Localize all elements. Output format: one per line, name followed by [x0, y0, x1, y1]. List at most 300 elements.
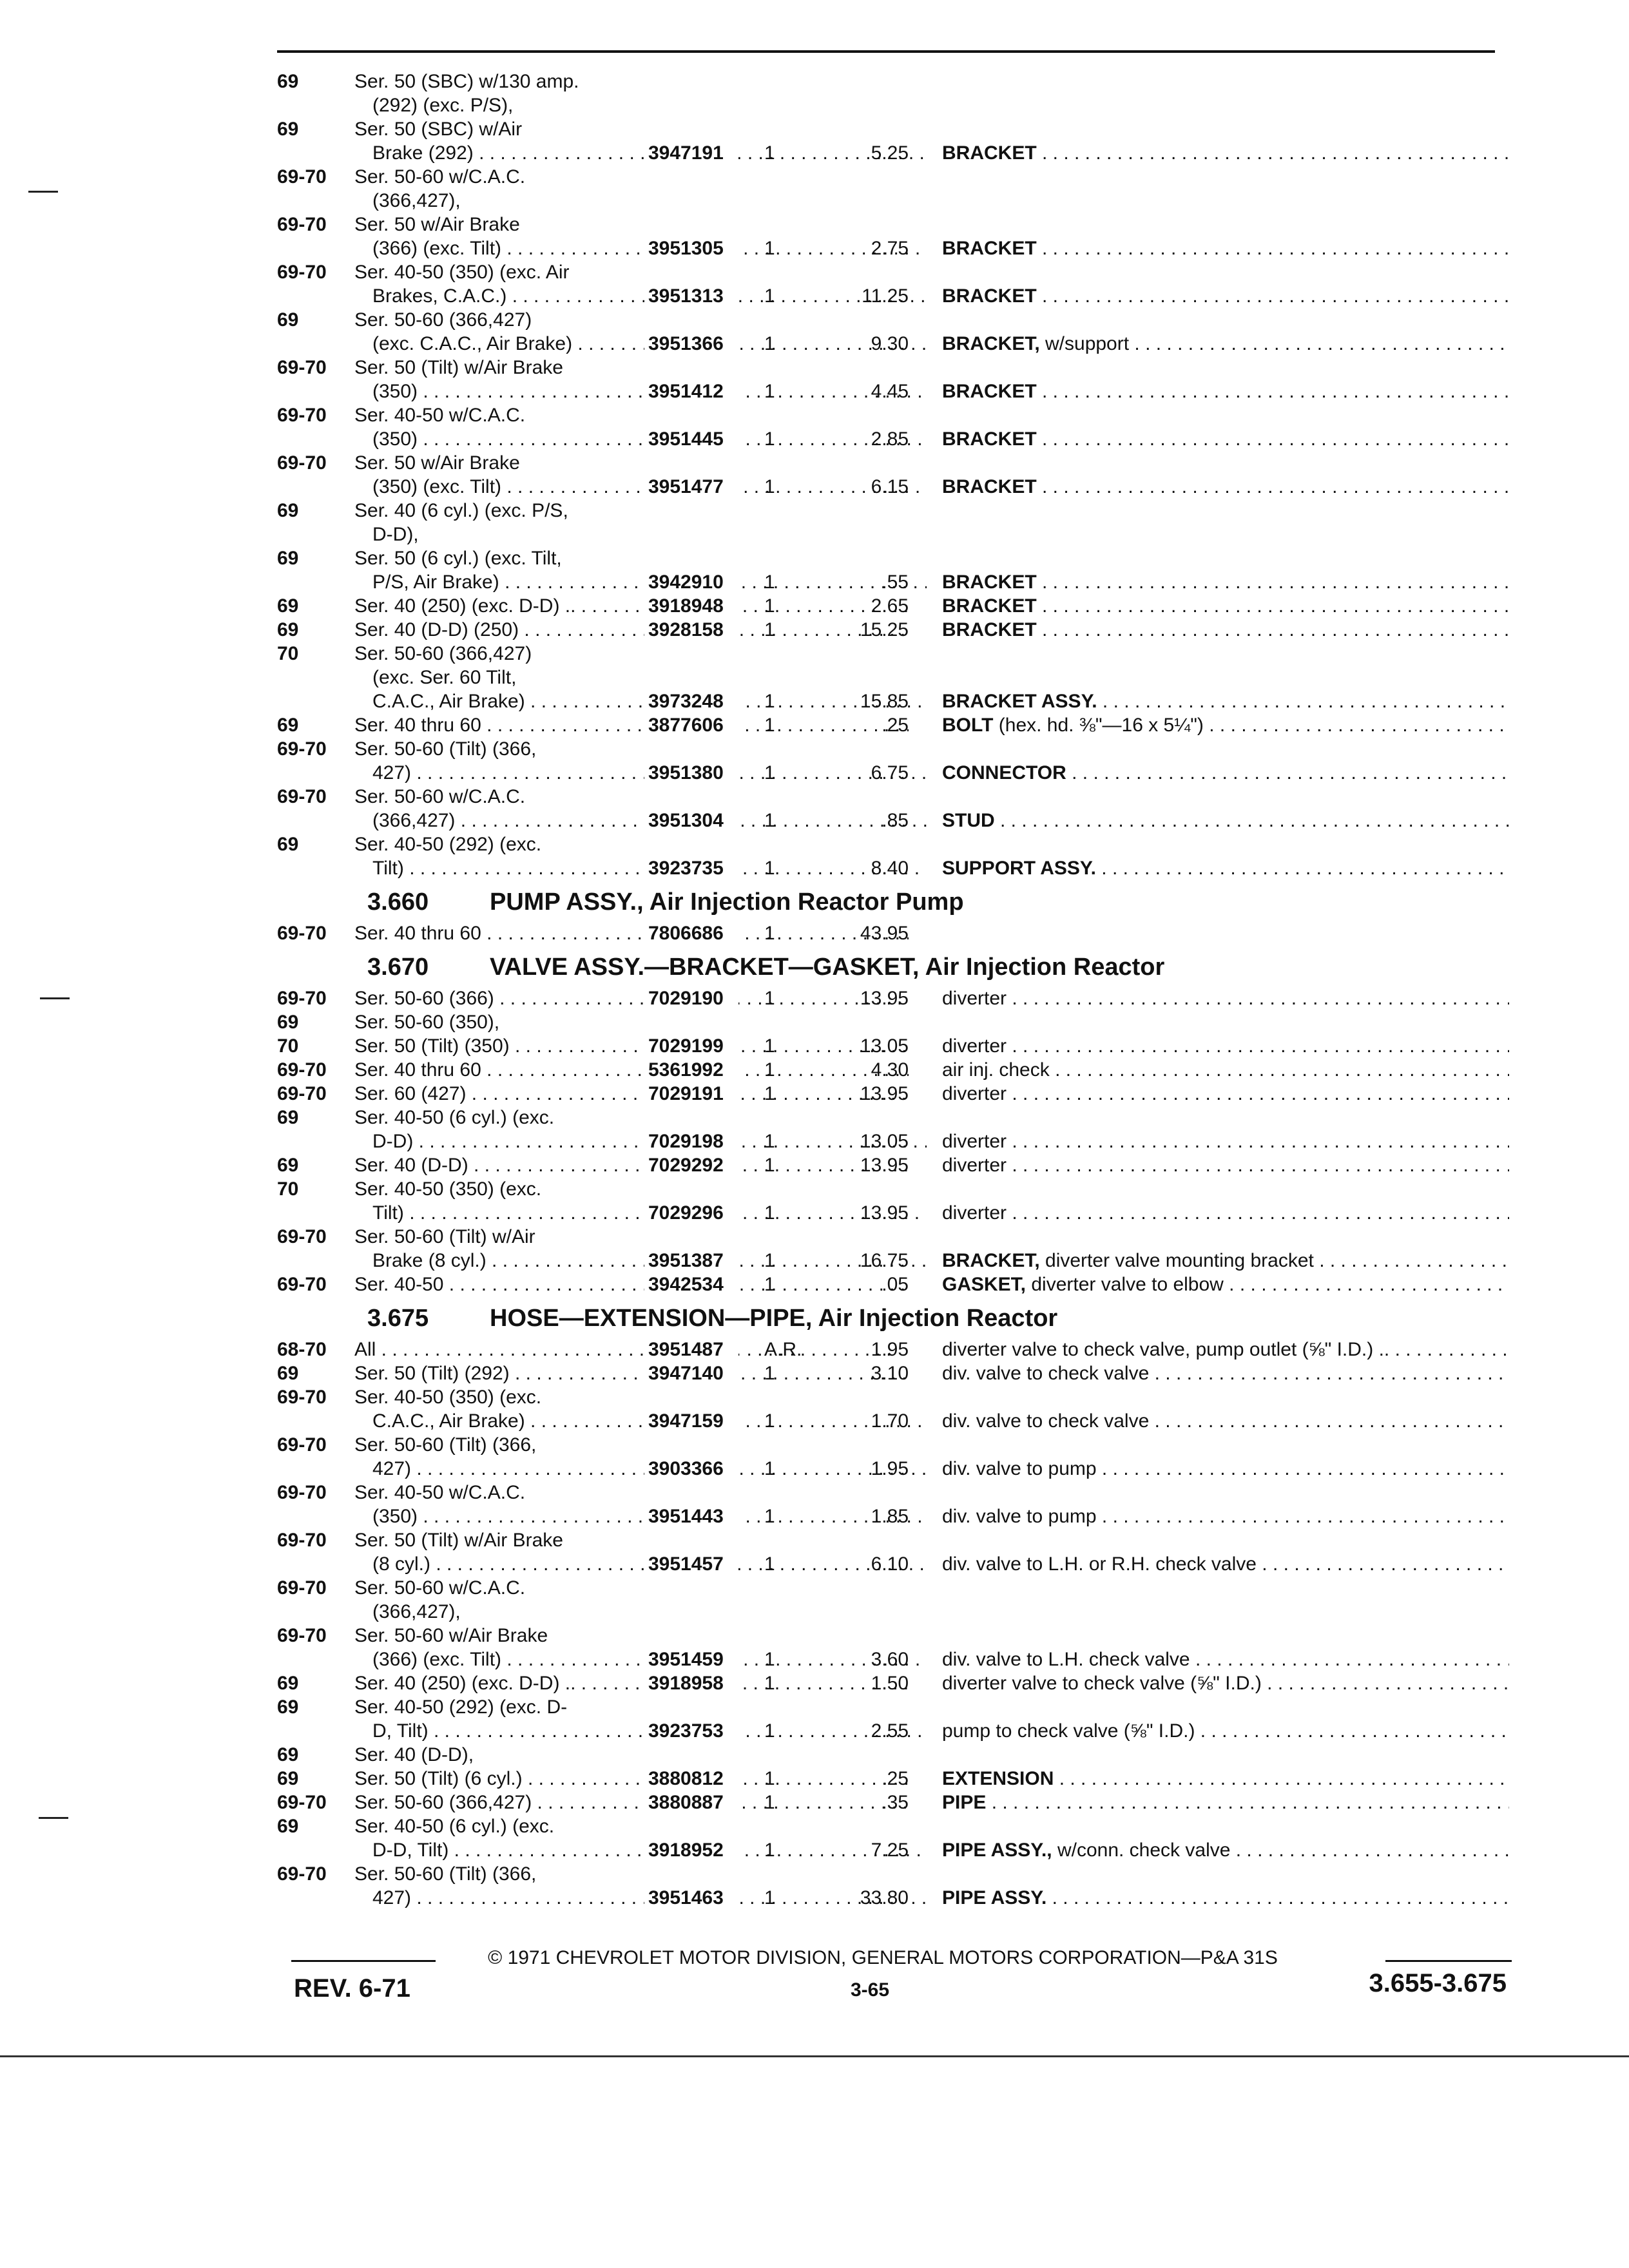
list-item [277, 70, 1514, 93]
part-number: 7029198 [644, 1129, 738, 1153]
part-number: 3973248 [644, 689, 738, 713]
section-3-660-header [277, 883, 1514, 921]
application: (exc. C.A.C., Air Brake) . . . . [372, 332, 927, 356]
quantity: 1 [764, 1083, 775, 1104]
section-number: 3.670 [367, 954, 429, 981]
price: 15.25 [860, 619, 909, 640]
application: Ser. 40-50 (292) (exc. D- [354, 1696, 568, 1718]
application: Ser. 50-60 (Tilt) (366, [354, 738, 537, 760]
quantity: 1 [764, 1768, 775, 1789]
list-item [277, 1010, 1514, 1034]
description [942, 1886, 1509, 1910]
price: 9.30 [871, 333, 909, 354]
price: 4.45 [871, 381, 909, 402]
price: 13.05 [860, 1035, 909, 1057]
part-number: 3951477 [644, 475, 738, 499]
section-title: VALVE ASSY.—BRACKET—GASKET, Air Injection Reactor [490, 954, 1165, 981]
description-title: BRACKET [942, 595, 1037, 617]
part-number: 3951387 [644, 1249, 738, 1273]
application: Ser. 50 (Tilt) (6 cyl.) . . . [354, 1767, 909, 1791]
description-detail: div. valve to L.H. or R.H. check valve [942, 1553, 1257, 1575]
list-item [277, 1576, 1514, 1600]
description-detail: (hex. hd. ⅜"—16 x 5¼") [993, 715, 1204, 736]
list-item [277, 1409, 1514, 1433]
description [942, 1201, 1509, 1225]
list-item [277, 856, 1514, 880]
quantity: 1 [764, 619, 775, 640]
quantity: A.R. [764, 1339, 802, 1360]
quantity: 1 [764, 238, 775, 259]
list-item [277, 1273, 1514, 1296]
description [942, 713, 1509, 737]
parts-listing [277, 70, 1514, 1910]
application: (366,427), [372, 190, 461, 211]
description [942, 1457, 1509, 1481]
application: (366,427) . . . [372, 809, 927, 832]
description-title: BRACKET [942, 572, 1037, 593]
list-item [277, 117, 1514, 141]
list-item [277, 1719, 1514, 1743]
quantity: 1 [764, 715, 775, 736]
model-year: 69-70 [277, 1792, 327, 1813]
quantity: 1 [764, 762, 775, 783]
description [942, 1338, 1509, 1361]
description [942, 1719, 1509, 1743]
application: Brakes, C.A.C.) . . . [372, 284, 927, 308]
list-item [277, 1201, 1514, 1225]
part-number: 7029191 [644, 1082, 738, 1106]
application: D, Tilt) . . . [372, 1719, 927, 1743]
part-number: 7806686 [644, 921, 738, 945]
list-item [277, 1791, 1514, 1814]
list-item [277, 260, 1514, 284]
description [942, 236, 1509, 260]
list-item [277, 499, 1514, 523]
model-year: 69-70 [277, 166, 327, 187]
application: Ser. 50 (Tilt) (292) . . . [354, 1361, 909, 1385]
section-number: 3.675 [367, 1305, 429, 1332]
model-year: 69-70 [277, 1274, 327, 1295]
price: 13.05 [860, 1131, 909, 1152]
application: Ser. 50 (6 cyl.) (exc. Tilt, [354, 548, 562, 569]
model-year: 69-70 [277, 452, 327, 474]
section-number: 3.660 [367, 889, 429, 916]
description-title: BRACKET, [942, 1250, 1040, 1271]
top-rule [277, 50, 1495, 53]
application: Ser. 50 (SBC) w/Air [354, 119, 523, 140]
quantity: 1 [764, 1458, 775, 1479]
model-year: 69 [277, 1363, 299, 1384]
description [942, 689, 1509, 713]
description [942, 1058, 1509, 1082]
description-title: BRACKET ASSY. [942, 691, 1097, 712]
quantity: 1 [764, 988, 775, 1009]
description-detail: diverter valve mounting bracket [1039, 1250, 1314, 1271]
application: Ser. 40 thru 60 . . . [354, 1058, 909, 1082]
quantity: 1 [764, 428, 775, 450]
margin-tick [28, 191, 58, 193]
model-year: 69 [277, 1107, 299, 1128]
description [942, 332, 1509, 356]
description [942, 1361, 1509, 1385]
description-title: SUPPORT ASSY. [942, 858, 1096, 879]
application: Ser. 40 (6 cyl.) (exc. P/S, [354, 500, 568, 521]
description [942, 141, 1509, 165]
description [942, 1504, 1509, 1528]
price: 7.25 [871, 1840, 909, 1861]
model-year: 69 [277, 1696, 299, 1718]
model-year: 69-70 [277, 1059, 327, 1081]
list-item [277, 546, 1514, 570]
application: Ser. 40-50 w/C.A.C. [354, 1482, 526, 1503]
application: Ser. 50-60 w/C.A.C. [354, 786, 526, 807]
part-number: 3880887 [644, 1791, 738, 1814]
model-year: 69-70 [277, 988, 327, 1009]
price: 1.85 [871, 1506, 909, 1527]
list-item [277, 236, 1514, 260]
quantity: 1 [764, 595, 775, 617]
application: Ser. 40-50 (292) (exc. [354, 834, 542, 855]
model-year: 69 [277, 1744, 299, 1765]
quantity: 1 [764, 1363, 775, 1384]
application: D-D), [372, 524, 419, 545]
description-title: BRACKET [942, 428, 1037, 450]
list-item [277, 642, 1514, 666]
list-item [277, 1129, 1514, 1153]
application: P/S, Air Brake) . . . [372, 570, 927, 594]
description-title: BRACKET [942, 285, 1037, 307]
application: Ser. 50 (Tilt) (350) . . . [354, 1034, 909, 1058]
quantity: 1 [764, 1035, 775, 1057]
description-title: BRACKET [942, 142, 1037, 164]
description-detail: diverter [942, 988, 1007, 1009]
quantity: 1 [764, 1506, 775, 1527]
description-title: CONNECTOR [942, 762, 1066, 783]
part-number: 7029292 [644, 1153, 738, 1177]
list-item [277, 427, 1514, 451]
model-year: 69 [277, 1768, 299, 1789]
application: Ser. 50 (Tilt) w/Air Brake [354, 357, 563, 378]
description-title: BRACKET, [942, 333, 1040, 354]
description-detail: pump to check valve (⅝" I.D.) [942, 1720, 1195, 1742]
page-number: 3-65 [851, 1979, 890, 2001]
part-number: 7029199 [644, 1034, 738, 1058]
description-title: BRACKET [942, 381, 1037, 402]
application: Ser. 50-60 (366,427) [354, 643, 532, 664]
quantity: 1 [764, 1410, 775, 1432]
application: Ser. 50 (SBC) w/130 amp. [354, 71, 579, 92]
part-number: 3923753 [644, 1719, 738, 1743]
description-title: EXTENSION [942, 1768, 1054, 1789]
quantity: 1 [764, 1887, 775, 1908]
part-number: 3877606 [644, 713, 738, 737]
application: (350) . . . [372, 427, 927, 451]
application: Ser. 40 thru 60 . . . [354, 713, 909, 737]
application: Ser. 40-50 . . . [354, 1273, 909, 1296]
model-year: 69 [277, 309, 299, 331]
description-detail: diverter valve to check valve, pump outlet (⅝" I.D.) .. [942, 1339, 1390, 1360]
list-item [277, 785, 1514, 809]
application: Ser. 50-60 (Tilt) w/Air [354, 1226, 535, 1247]
list-item [277, 1743, 1514, 1767]
model-year: 69 [277, 500, 299, 521]
price: 11.25 [862, 285, 909, 307]
quantity: 1 [764, 858, 775, 879]
description-title: BOLT [942, 715, 994, 736]
quantity: 1 [764, 381, 775, 402]
application: Ser. 40 (D-D) (250) . . . [354, 618, 909, 642]
quantity: 1 [764, 1553, 775, 1575]
part-number: 3951457 [644, 1552, 738, 1576]
price: 3.60 [871, 1649, 909, 1670]
model-year: 69-70 [277, 738, 327, 760]
quantity: 1 [764, 1059, 775, 1081]
list-item [277, 1249, 1514, 1273]
pump-rows [277, 921, 1514, 945]
description-title: PIPE ASSY. [942, 1887, 1047, 1908]
description [942, 284, 1509, 308]
application: Ser. 50 w/Air Brake [354, 452, 520, 474]
description-title: STUD [942, 810, 995, 831]
list-item [277, 1671, 1514, 1695]
description [942, 1082, 1509, 1106]
description-detail: diverter [942, 1131, 1007, 1152]
application: D-D, Tilt) . . . [372, 1838, 927, 1862]
description-detail: air inj. check [942, 1059, 1050, 1081]
description-detail: diverter [942, 1202, 1007, 1224]
model-year: 69-70 [277, 357, 327, 378]
list-item [277, 1082, 1514, 1106]
list-item [277, 1862, 1514, 1886]
list-item [277, 1528, 1514, 1552]
application: Ser. 50-60 (366,427) [354, 309, 532, 331]
description-detail: diverter [942, 1035, 1007, 1057]
model-year: 69 [277, 71, 299, 92]
application: C.A.C., Air Brake) . . . [372, 1409, 927, 1433]
model-year: 69 [277, 1155, 299, 1176]
application: (350) . . . [372, 380, 927, 403]
application: Ser. 50 w/Air Brake [354, 214, 520, 235]
application: Tilt) . . . [372, 856, 927, 880]
part-number: 3951305 [644, 236, 738, 260]
list-item [277, 1034, 1514, 1058]
part-number: 7029190 [644, 986, 738, 1010]
price: 2.75 [871, 238, 909, 259]
application: C.A.C., Air Brake) . . . [372, 689, 927, 713]
model-year: 69-70 [277, 1482, 327, 1503]
quantity: 1 [764, 1202, 775, 1224]
list-item [277, 284, 1514, 308]
application: Ser. 40 (250) (exc. D-D) .. . . . [354, 1671, 909, 1695]
list-item [277, 356, 1514, 380]
price: 13.95 [860, 988, 909, 1009]
list-item [277, 1767, 1514, 1791]
part-number: 3918958 [644, 1671, 738, 1695]
list-item [277, 403, 1514, 427]
price: 16.75 [860, 1250, 909, 1271]
model-year: 69 [277, 595, 299, 617]
part-number: 3951443 [644, 1504, 738, 1528]
price: 5.25 [871, 142, 909, 164]
list-item [277, 832, 1514, 856]
description-detail: div. valve to pump [942, 1506, 1097, 1527]
application: D-D) . . . [372, 1129, 927, 1153]
quantity: 1 [764, 1720, 775, 1742]
description-title: BRACKET [942, 238, 1037, 259]
application: Tilt) . . . [372, 1201, 927, 1225]
description [942, 1249, 1509, 1273]
description [942, 570, 1509, 594]
application: (292) (exc. P/S), [372, 95, 514, 116]
list-item [277, 761, 1514, 785]
description-detail: w/conn. check valve [1052, 1840, 1231, 1861]
price: 2.55 [871, 1720, 909, 1742]
part-number: 3951445 [644, 427, 738, 451]
quantity: 1 [764, 476, 775, 497]
section-title: PUMP ASSY., Air Injection Reactor Pump [490, 889, 964, 916]
description [942, 856, 1509, 880]
description-title: PIPE ASSY., [942, 1840, 1052, 1861]
part-number: 3951487 [644, 1338, 738, 1361]
price: 1.70 [871, 1410, 909, 1432]
application: Ser. 50-60 (366,427) . . . [354, 1791, 909, 1814]
description-title: BRACKET [942, 476, 1037, 497]
model-year: 70 [277, 1035, 299, 1057]
application: Brake (8 cyl.) . . . [372, 1249, 927, 1273]
description [942, 475, 1509, 499]
model-year: 69 [277, 548, 299, 569]
list-item [277, 213, 1514, 236]
description-detail: diverter valve to elbow [1026, 1274, 1224, 1295]
part-number: 3947140 [644, 1361, 738, 1385]
list-item [277, 570, 1514, 594]
application: Ser. 50-60 (Tilt) (366, [354, 1863, 537, 1885]
list-item [277, 93, 1514, 117]
section-3-670-header [277, 948, 1514, 986]
description [942, 1034, 1509, 1058]
price: 13.95 [860, 1202, 909, 1224]
application: Ser. 50-60 w/Air Brake [354, 1625, 548, 1646]
list-item [277, 475, 1514, 499]
part-number: 3942534 [644, 1273, 738, 1296]
application: Ser. 40-50 w/C.A.C. [354, 405, 526, 426]
list-item [277, 1814, 1514, 1838]
application: Ser. 50-60 w/C.A.C. [354, 166, 526, 187]
price: 1.95 [871, 1339, 909, 1360]
list-item [277, 1177, 1514, 1201]
model-year: 68-70 [277, 1339, 327, 1360]
list-item [277, 1457, 1514, 1481]
application: (exc. Ser. 60 Tilt, [372, 667, 517, 688]
part-number: 3951366 [644, 332, 738, 356]
description-detail: diverter [942, 1155, 1007, 1176]
application: 427) . . . [372, 761, 927, 785]
list-item [277, 165, 1514, 189]
quantity: 1 [764, 142, 775, 164]
list-item [277, 1552, 1514, 1576]
price: .55 [882, 572, 909, 593]
list-item [277, 594, 1514, 618]
model-year: 69 [277, 119, 299, 140]
description [942, 380, 1509, 403]
model-year: 69 [277, 1012, 299, 1033]
part-number: 3947191 [644, 141, 738, 165]
description-detail: diverter valve to check valve (⅝" I.D.) [942, 1673, 1262, 1694]
model-year: 69-70 [277, 1083, 327, 1104]
part-number: 3903366 [644, 1457, 738, 1481]
price: 15.85 [860, 691, 909, 712]
model-year: 69-70 [277, 1625, 327, 1646]
model-year: 69 [277, 619, 299, 640]
list-item [277, 1385, 1514, 1409]
price: 6.75 [871, 762, 909, 783]
list-item [277, 1600, 1514, 1624]
application: (8 cyl.) . . . [372, 1552, 927, 1576]
quantity: 1 [764, 1155, 775, 1176]
model-year: 69 [277, 715, 299, 736]
part-number: 3951380 [644, 761, 738, 785]
list-item [277, 1838, 1514, 1862]
price: 43.95 [860, 923, 909, 944]
list-item [277, 666, 1514, 689]
price: .25 [882, 1768, 909, 1789]
model-year: 69-70 [277, 405, 327, 426]
application: Ser. 40-50 (350) (exc. [354, 1387, 542, 1408]
quantity: 1 [764, 1250, 775, 1271]
list-item [277, 1433, 1514, 1457]
list-item [277, 1338, 1514, 1361]
application: Ser. 40-50 (6 cyl.) (exc. [354, 1816, 555, 1837]
model-year: 69-70 [277, 1863, 327, 1885]
part-number: 3951463 [644, 1886, 738, 1910]
margin-tick [40, 997, 70, 999]
list-item [277, 1695, 1514, 1719]
list-item [277, 1361, 1514, 1385]
bracket-rows [277, 70, 1514, 880]
part-number: 3918948 [644, 594, 738, 618]
price: 3.10 [871, 1363, 909, 1384]
price: .05 [882, 1274, 909, 1295]
description [942, 618, 1509, 642]
list-item [277, 380, 1514, 403]
price: 13.95 [860, 1155, 909, 1176]
application: Ser. 40-50 (6 cyl.) (exc. [354, 1107, 555, 1128]
model-year: 69 [277, 1816, 299, 1837]
model-year: 69 [277, 834, 299, 855]
part-number: 3951313 [644, 284, 738, 308]
model-year: 70 [277, 1178, 299, 1200]
price: 6.10 [871, 1553, 909, 1575]
application: Ser. 40 (D-D) . . . [354, 1153, 909, 1177]
revision-label: REV. 6-71 [294, 1974, 410, 2003]
quantity: 1 [764, 1840, 775, 1861]
model-year: 69-70 [277, 1387, 327, 1408]
list-item [277, 737, 1514, 761]
description [942, 1767, 1509, 1791]
bottom-edge-line [0, 2055, 1629, 2057]
list-item [277, 523, 1514, 546]
price: 2.65 [871, 595, 909, 617]
price: 2.85 [871, 428, 909, 450]
description [942, 1552, 1509, 1576]
application: (366) (exc. Tilt) . . . [372, 1648, 927, 1671]
description-detail: div. valve to check valve [942, 1363, 1150, 1384]
model-year: 69-70 [277, 1434, 327, 1456]
description [942, 1671, 1509, 1695]
hose-rows [277, 1338, 1514, 1910]
list-item [277, 689, 1514, 713]
section-3-675-header [277, 1299, 1514, 1338]
